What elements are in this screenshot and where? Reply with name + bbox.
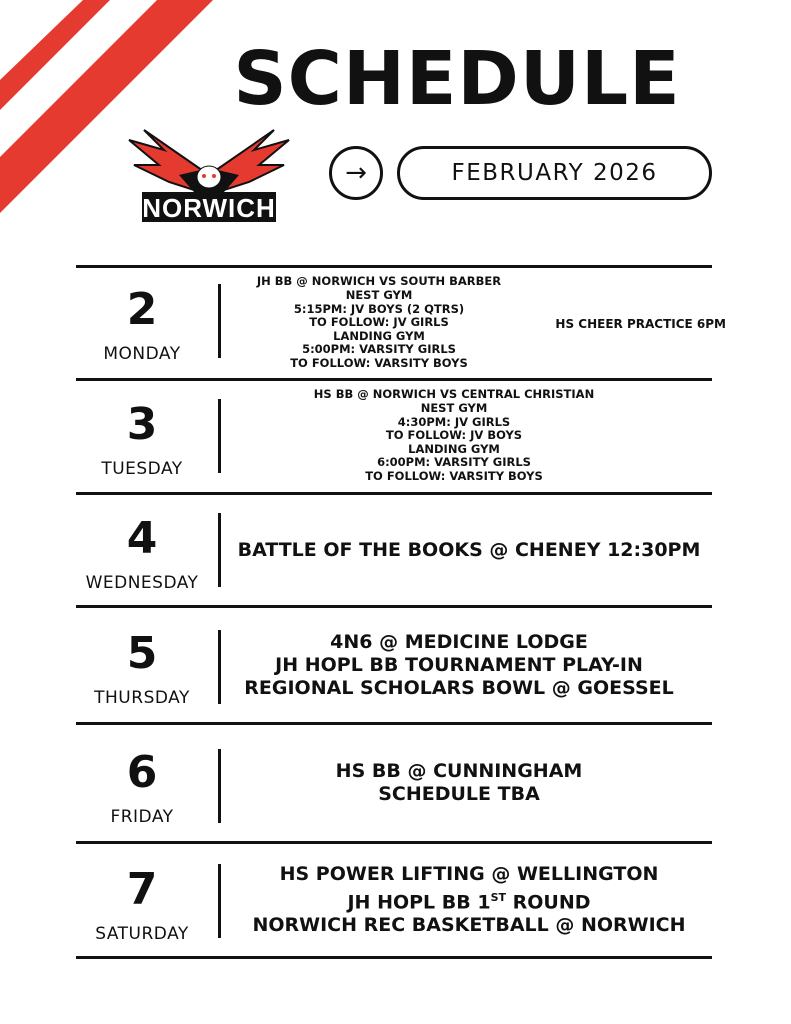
- month-label: FEBRUARY 2026: [397, 146, 712, 200]
- day-name: MONDAY: [103, 344, 181, 364]
- day-number: 4: [126, 513, 158, 564]
- vertical-divider: [218, 749, 221, 823]
- day-number: 6: [126, 747, 158, 798]
- day-row-2: [76, 268, 726, 378]
- event-line: TO FOLLOW: VARSITY BOYS: [365, 468, 543, 483]
- event-list: [226, 844, 712, 956]
- day-label: [76, 286, 208, 364]
- svg-text:NORWICH: NORWICH: [142, 193, 276, 223]
- vertical-divider: [218, 864, 221, 938]
- event-list: [226, 608, 692, 722]
- event-line: BATTLE OF THE BOOKS @ CHENEY 12:30PM: [237, 538, 701, 561]
- day-row-4: [76, 495, 712, 605]
- day-label: [76, 401, 208, 479]
- side-event: HS CHEER PRACTICE 6PM: [555, 317, 726, 331]
- event-line: HS POWER LIFTING @ WELLINGTON: [279, 862, 659, 885]
- vertical-divider: [218, 513, 221, 587]
- event-line: 5:00PM: VARSITY GIRLS: [302, 342, 456, 357]
- event-line: NEST GYM: [420, 401, 488, 416]
- arrow-right-icon: →: [329, 146, 383, 200]
- superscript: ST: [490, 890, 507, 904]
- day-label: [76, 515, 208, 593]
- day-label: [76, 630, 208, 708]
- event-line: REGIONAL SCHOLARS BOWL @ GOESSEL: [244, 676, 674, 699]
- event-line: NEST GYM: [345, 288, 413, 303]
- event-line: HS BB @ NORWICH VS CENTRAL CHRISTIAN: [313, 387, 595, 402]
- day-name: FRIDAY: [110, 807, 174, 827]
- day-number: 7: [126, 864, 158, 915]
- page-title: SCHEDULE: [233, 36, 681, 122]
- day-number: 3: [126, 399, 158, 450]
- event-line: 6:00PM: VARSITY GIRLS: [377, 455, 531, 470]
- event-line: NORWICH REC BASKETBALL @ NORWICH: [252, 914, 686, 937]
- day-name: SATURDAY: [95, 924, 189, 944]
- day-number: 2: [126, 284, 158, 335]
- day-name: THURSDAY: [94, 688, 190, 708]
- event-list: [226, 274, 532, 372]
- day-name: TUESDAY: [101, 459, 183, 479]
- event-line: LANDING GYM: [333, 328, 425, 343]
- event-list: [226, 495, 712, 605]
- event-line: JH HOPL BB TOURNAMENT PLAY-IN: [275, 653, 643, 676]
- vertical-divider: [218, 399, 221, 473]
- norwich-eagle-logo: [124, 120, 294, 225]
- event-line: SCHEDULE TBA: [378, 783, 540, 805]
- event-line: HS BB @ CUNNINGHAM: [335, 760, 583, 782]
- event-line: TO FOLLOW: VARSITY BOYS: [290, 355, 468, 370]
- event-line: 4:30PM: JV GIRLS: [397, 414, 511, 429]
- day-label: [76, 866, 208, 944]
- event-line: TO FOLLOW: JV BOYS: [385, 428, 523, 443]
- day-name: WEDNESDAY: [85, 573, 199, 593]
- event-list: [226, 725, 692, 841]
- event-text: JH HOPL BB 1: [347, 891, 491, 914]
- day-row-7: [76, 844, 712, 956]
- day-row-6: [76, 725, 712, 841]
- event-line: LANDING GYM: [408, 441, 500, 456]
- day-label: [76, 749, 208, 827]
- vertical-divider: [218, 630, 221, 704]
- event-list: [226, 387, 682, 485]
- divider: [76, 956, 712, 959]
- event-text: ROUND: [506, 891, 591, 914]
- event-line: 4N6 @ MEDICINE LODGE: [330, 630, 588, 653]
- event-line: 5:15PM: JV BOYS (2 QTRS): [293, 301, 465, 316]
- day-row-5: [76, 608, 712, 722]
- day-number: 5: [126, 628, 158, 679]
- event-line: JH BB @ NORWICH VS SOUTH BARBER: [256, 274, 502, 289]
- event-line: TO FOLLOW: JV GIRLS: [309, 315, 449, 330]
- day-row-3: [76, 381, 712, 492]
- event-line: [347, 886, 590, 914]
- vertical-divider: [218, 284, 221, 358]
